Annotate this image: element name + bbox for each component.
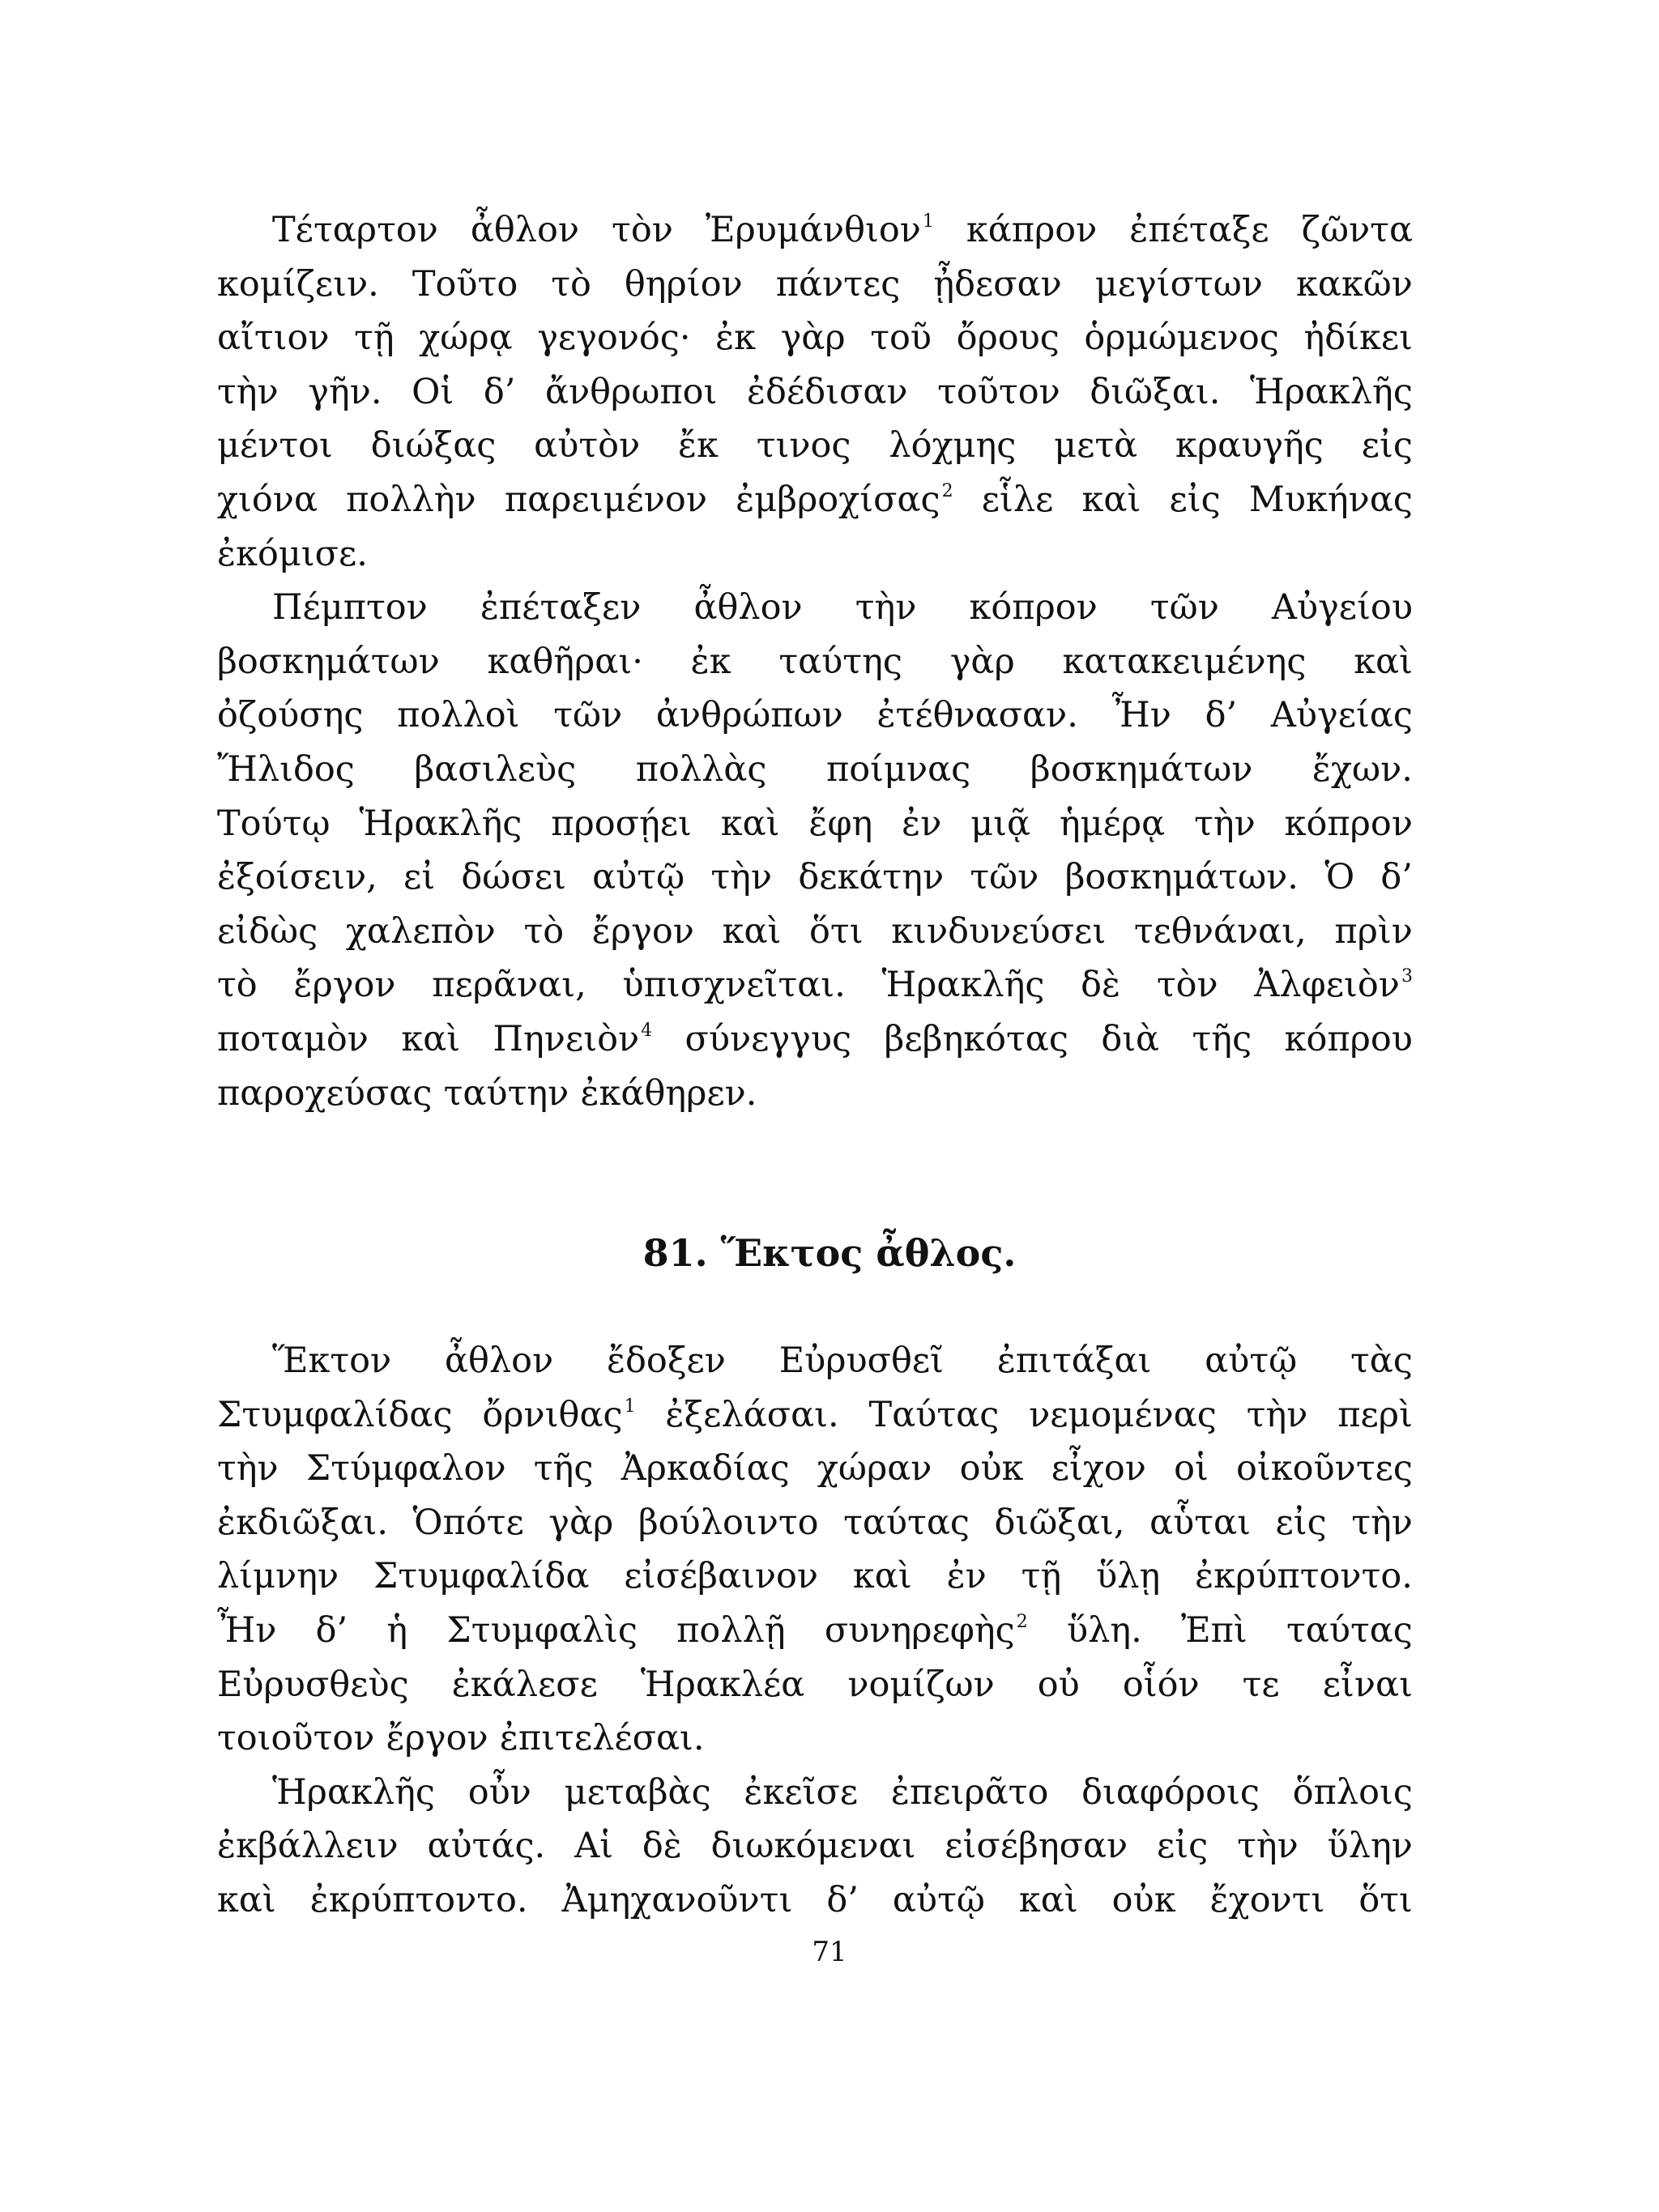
word: δ’ (1380, 857, 1413, 898)
word: νομίζων (847, 1664, 995, 1705)
word: δ’ (315, 1609, 348, 1651)
word: οἷόν (1122, 1664, 1200, 1705)
word: ποταμὸν (217, 1018, 369, 1059)
text-line (217, 581, 1413, 635)
word: τὰς (1350, 1340, 1413, 1381)
text-line (217, 1334, 1413, 1388)
word: λίμνην (217, 1556, 339, 1597)
word: ἔχων. (1311, 748, 1413, 790)
word: καὶ (401, 1018, 461, 1059)
text-line (217, 203, 1413, 258)
word: εἰσέβαινον (624, 1556, 819, 1597)
text-line (217, 1067, 1413, 1121)
word: μέντοι (217, 425, 333, 467)
word: οὖν (467, 1771, 531, 1813)
word: τὸ (551, 263, 591, 305)
word: βοσκημάτων (1030, 748, 1253, 790)
word: τοῦ (870, 318, 932, 359)
word: τινος (756, 425, 851, 467)
word: ᾖδεσαν (933, 263, 1062, 305)
word: οἰκοῦντες (1236, 1448, 1413, 1490)
word: εἷλε (981, 479, 1054, 520)
word: Ἕκτον (272, 1340, 392, 1381)
word: ἆθλον (470, 210, 580, 250)
word: ἐπιτελέσαι. (499, 1718, 705, 1759)
word: διώξας (370, 425, 497, 467)
word: διὰ (1101, 1018, 1160, 1059)
word: τὴν (710, 857, 773, 898)
word: Ὁπότε (412, 1502, 524, 1543)
text-line (217, 1819, 1413, 1873)
word: ἐκβάλλειν (217, 1826, 399, 1867)
word: Ἡρακλῆς (272, 1771, 435, 1813)
word: ταύτας (1286, 1609, 1413, 1651)
word: ἐδέδισαν (746, 371, 908, 412)
word: τὸ (217, 965, 258, 1006)
word: ἐκεῖσε (744, 1771, 859, 1813)
word: ἐκρύπτοντο. (1195, 1556, 1413, 1597)
word: Ἡρακλῆς (881, 965, 1045, 1006)
word: ἐτέθνασαν. (876, 695, 1078, 736)
word: ἠδίκει (1303, 318, 1413, 359)
word: κακῶν (1295, 263, 1413, 305)
text-line (217, 635, 1413, 689)
word: ἐπειρᾶτο (890, 1771, 1049, 1813)
word: Στύμφαλον (305, 1448, 506, 1490)
word: ὅτι (809, 910, 864, 952)
word: βασιλεὺς (414, 748, 577, 790)
text-line (217, 473, 1413, 527)
word: τὸν (1156, 965, 1218, 1006)
word: οὐκ (959, 1448, 1024, 1490)
word: διῶξαι, (994, 1502, 1125, 1543)
word: Πέμπτον (272, 587, 428, 629)
word: ἔργον (591, 910, 694, 952)
word: ἐκ (715, 318, 757, 359)
word: Ἀλφειὸν$^3$ (1254, 965, 1413, 1006)
word: μετὰ (1054, 425, 1138, 467)
word: δ’ (483, 371, 516, 412)
word: Αἱ (574, 1826, 613, 1867)
word: καὶ (722, 910, 782, 952)
word: περὶ (1337, 1394, 1413, 1435)
word: ὅτι (1358, 1879, 1413, 1920)
word: τῆς (533, 1448, 594, 1490)
word: βοσκημάτων (217, 641, 440, 682)
word: Ἀμηχανοῦντι (561, 1879, 793, 1920)
word: Ἦν (217, 1609, 277, 1651)
word: πολλὰς (635, 748, 767, 790)
word: περᾶναι, (432, 965, 586, 1006)
word: Ἡρακλῆς (1249, 371, 1413, 412)
word: γὰρ (949, 641, 1015, 682)
word: ὄρους (956, 318, 1060, 359)
word: διωκόμεναι (710, 1826, 916, 1867)
word: εἰς (1169, 479, 1221, 520)
section-heading: 81. Ἕκτος ἆθλος. (642, 1231, 1017, 1275)
word: πολλῇ (676, 1609, 786, 1651)
text-line (217, 1766, 1413, 1820)
text-line (217, 850, 1413, 905)
word: τῶν (970, 857, 1039, 898)
word: δὲ (642, 1826, 682, 1867)
word: παροχεύσας (217, 1072, 433, 1114)
word: βοσκημάτων. (1064, 857, 1299, 898)
word: ὁρμώμενος (1084, 318, 1279, 359)
word: αὐτῷ (1205, 1340, 1298, 1381)
word: μεγίστων (1094, 263, 1263, 305)
word: ἄνθρωποι (544, 371, 718, 412)
word: τὴν (217, 371, 279, 412)
word: ὀζούσης (217, 695, 364, 736)
word: Τούτῳ (217, 803, 331, 844)
word: εἰ (403, 857, 436, 898)
word: Αὐγείου (1271, 587, 1413, 629)
text-line (217, 1442, 1413, 1496)
text-line (217, 311, 1413, 365)
word: οὐκ (1111, 1879, 1176, 1920)
word: γὰρ (548, 1502, 614, 1543)
word: καὶ (1018, 1879, 1078, 1920)
word: κομίζειν. (217, 263, 379, 305)
word: τῶν (553, 695, 623, 736)
word: κόπρον (1284, 803, 1413, 844)
word: τὴν (855, 587, 917, 629)
word: κόπρου (1284, 1018, 1413, 1059)
word: ὕλῃ (1096, 1556, 1161, 1597)
word: ἐξελάσαι. (665, 1394, 839, 1435)
word: εἰς (1361, 425, 1413, 467)
text-line (217, 743, 1413, 797)
word: ταύτας (843, 1502, 970, 1543)
word: ἐν (946, 1556, 987, 1597)
word: χώραν (817, 1448, 932, 1490)
text-line (217, 258, 1413, 312)
word: αἴτιον (217, 318, 330, 359)
word: πολλοὶ (397, 695, 520, 736)
word: βούλοιντο (638, 1502, 819, 1543)
word: οὐ (1037, 1664, 1080, 1705)
text-line (217, 1873, 1413, 1928)
word: κινδυνεύσει (891, 910, 1107, 952)
word: Μυκήνας (1248, 479, 1413, 520)
word: τὴν (1194, 803, 1256, 844)
word: Ἦν (1111, 695, 1171, 736)
word: σύνεγγυς (684, 1018, 852, 1059)
word: ἐκάλεσε (451, 1664, 598, 1705)
word: τὸν (612, 210, 673, 250)
word: καὶ (1081, 479, 1141, 520)
word: ἡμέρᾳ (1059, 803, 1166, 844)
word: αὐτῷ (892, 1879, 985, 1920)
word: ὑπισχνεῖται. (622, 965, 846, 1006)
page-number: 71 (812, 1936, 847, 1968)
word: Ἀρκαδίας (621, 1448, 790, 1490)
word: αὗται (1149, 1502, 1251, 1543)
word: Ἐπὶ (1180, 1609, 1247, 1651)
text-line (217, 1012, 1413, 1067)
word: οἱ (1174, 1448, 1209, 1490)
word: Πηνειὸν$^4$ (493, 1018, 653, 1059)
word: Οἱ (412, 371, 454, 412)
word: Τοῦτο (412, 263, 518, 305)
word: ἔχοντι (1209, 1879, 1325, 1920)
word: ἐκάθηρεν. (580, 1072, 757, 1114)
word: ἐκρύπτοντο. (309, 1879, 528, 1920)
word: θηρίον (624, 263, 743, 305)
word: εἰδὼς (217, 910, 318, 952)
word: τὴν (1246, 1394, 1308, 1435)
word: κατακειμένης (1062, 641, 1307, 682)
word: ἐκδιῶξαι. (217, 1502, 389, 1543)
text-line (217, 1711, 1413, 1766)
word: τοῦτον (937, 371, 1060, 412)
word: ἆθλον (693, 587, 803, 629)
word: Ὁ (1324, 857, 1355, 898)
word: δὲ (1081, 965, 1121, 1006)
word: διαφόροις (1081, 1771, 1260, 1813)
word: Στυμφαλὶς (446, 1609, 638, 1651)
text-line (217, 527, 1413, 582)
text-line (217, 1549, 1413, 1604)
word: Ἡρακλέα (640, 1664, 805, 1705)
footnote-marker: 3 (1401, 966, 1413, 987)
word: Στυμφαλίδας (217, 1394, 453, 1435)
word: δώσει (461, 857, 566, 898)
text-line (217, 1388, 1413, 1443)
text-block-upper (217, 203, 1413, 1120)
word: πάντες (775, 263, 901, 305)
word: τῇ (1021, 1556, 1062, 1597)
word: ζῶντα (1301, 210, 1413, 250)
word: διῶξαι. (1090, 371, 1221, 412)
word: τὸ (523, 910, 565, 952)
text-line (217, 1496, 1413, 1550)
word: ποίμνας (825, 748, 971, 790)
word: ἐκόμισε. (217, 533, 368, 574)
word: ἐξοίσειν, (217, 857, 377, 898)
word: λόχμης (889, 425, 1017, 467)
word: ταύτης (778, 641, 902, 682)
text-line (217, 1604, 1413, 1658)
word: γεγονός· (537, 318, 691, 359)
footnote-marker: 1 (624, 1396, 636, 1417)
word: Ταύτας (868, 1394, 1000, 1435)
word: αὐτάς. (427, 1826, 546, 1867)
word: ταύτην (443, 1072, 569, 1114)
word: καὶ (1354, 641, 1413, 682)
word: ἔδοξεν (606, 1340, 726, 1381)
word: κάπρον (966, 210, 1098, 250)
word: τὴν (217, 1448, 279, 1490)
word: γὰρ (780, 318, 846, 359)
word: ἔργον (293, 965, 396, 1006)
word: ἔφη (808, 803, 873, 844)
text-line (217, 797, 1413, 851)
word: τὴν (1351, 1502, 1413, 1543)
footnote-marker: 2 (941, 480, 953, 501)
word: ὕλην (1327, 1826, 1413, 1867)
word: νεμομένας (1029, 1394, 1217, 1435)
word: κόπρον (969, 587, 1098, 629)
word: πρὶν (1334, 910, 1413, 952)
footnote-marker: 2 (1016, 1611, 1028, 1632)
footnote-marker: 1 (922, 211, 934, 232)
word: ἐπέταξε (1129, 210, 1269, 250)
word: εἶναι (1322, 1664, 1413, 1705)
word: χώρᾳ (419, 318, 513, 359)
word: μιᾷ (970, 803, 1031, 844)
word: ὄρνιθας$^1$ (482, 1394, 636, 1435)
text-line (217, 419, 1413, 473)
word: μεταβὰς (564, 1771, 711, 1813)
word: κραυγῆς (1175, 425, 1324, 467)
word: δ’ (826, 1879, 859, 1920)
word: ἐμβροχίσας$^2$ (736, 479, 953, 520)
word: προσῄει (551, 803, 692, 844)
word: ἀνθρώπων (655, 695, 843, 736)
text-line (217, 958, 1413, 1012)
word: καὶ (720, 803, 780, 844)
text-line (217, 688, 1413, 743)
text-line (217, 905, 1413, 959)
word: τὴν (1237, 1826, 1299, 1867)
word: τῶν (1149, 587, 1219, 629)
word: ἔκ (677, 425, 719, 467)
word: Στυμφαλίδα (373, 1556, 590, 1597)
word: Ἐρυμάνθιον$^1$ (705, 210, 934, 250)
word: τῆς (1192, 1018, 1252, 1059)
word: τε (1242, 1664, 1280, 1705)
footnote-marker: 4 (641, 1020, 653, 1041)
word: συνηρεφὴς$^2$ (824, 1609, 1028, 1651)
word: καὶ (852, 1556, 912, 1597)
word: βεβηκότας (884, 1018, 1068, 1059)
word: εἰς (1275, 1502, 1327, 1543)
word: πολλὴν (346, 479, 476, 520)
word: Ἤλιδος (217, 748, 355, 790)
word: εἶχον (1051, 1448, 1146, 1490)
word: καὶ (217, 1879, 276, 1920)
word: ὅπλοις (1292, 1771, 1413, 1813)
word: Εὐρυσθεὺς (217, 1664, 409, 1705)
text-line (217, 1658, 1413, 1712)
word: δεκάτην (798, 857, 945, 898)
word: ὕλη. (1066, 1609, 1142, 1651)
word: εἰσέβησαν (945, 1826, 1128, 1867)
word: τοιοῦτον (217, 1718, 375, 1759)
word: τῇ (354, 318, 394, 359)
word: χαλεπὸν (345, 910, 496, 952)
word: Αὐγείας (1270, 695, 1413, 736)
word: παρειμένον (504, 479, 707, 520)
word: Τέταρτον (272, 210, 438, 250)
word: Εὐρυσθεῖ (778, 1340, 945, 1381)
text-block-lower (217, 1334, 1413, 1928)
word: ἆθλον (444, 1340, 554, 1381)
word: αὐτὸν (534, 425, 641, 467)
word: ἡ (386, 1609, 408, 1651)
text-line (217, 365, 1413, 420)
word: ἔργον (386, 1718, 488, 1759)
word: ἐπιτάξαι (996, 1340, 1152, 1381)
word: Ἡρακλῆς (359, 803, 522, 844)
word: καθῆραι· (487, 641, 643, 682)
word: χιόνα (217, 479, 318, 520)
word: τεθνάναι, (1133, 910, 1307, 952)
word: γῆν. (308, 371, 382, 412)
word: ἐν (902, 803, 942, 844)
word: ἐκ (690, 641, 731, 682)
word: δ’ (1205, 695, 1238, 736)
word: εἰς (1157, 1826, 1209, 1867)
word: ἐπέταξεν (480, 587, 642, 629)
word: αὐτῷ (592, 857, 685, 898)
